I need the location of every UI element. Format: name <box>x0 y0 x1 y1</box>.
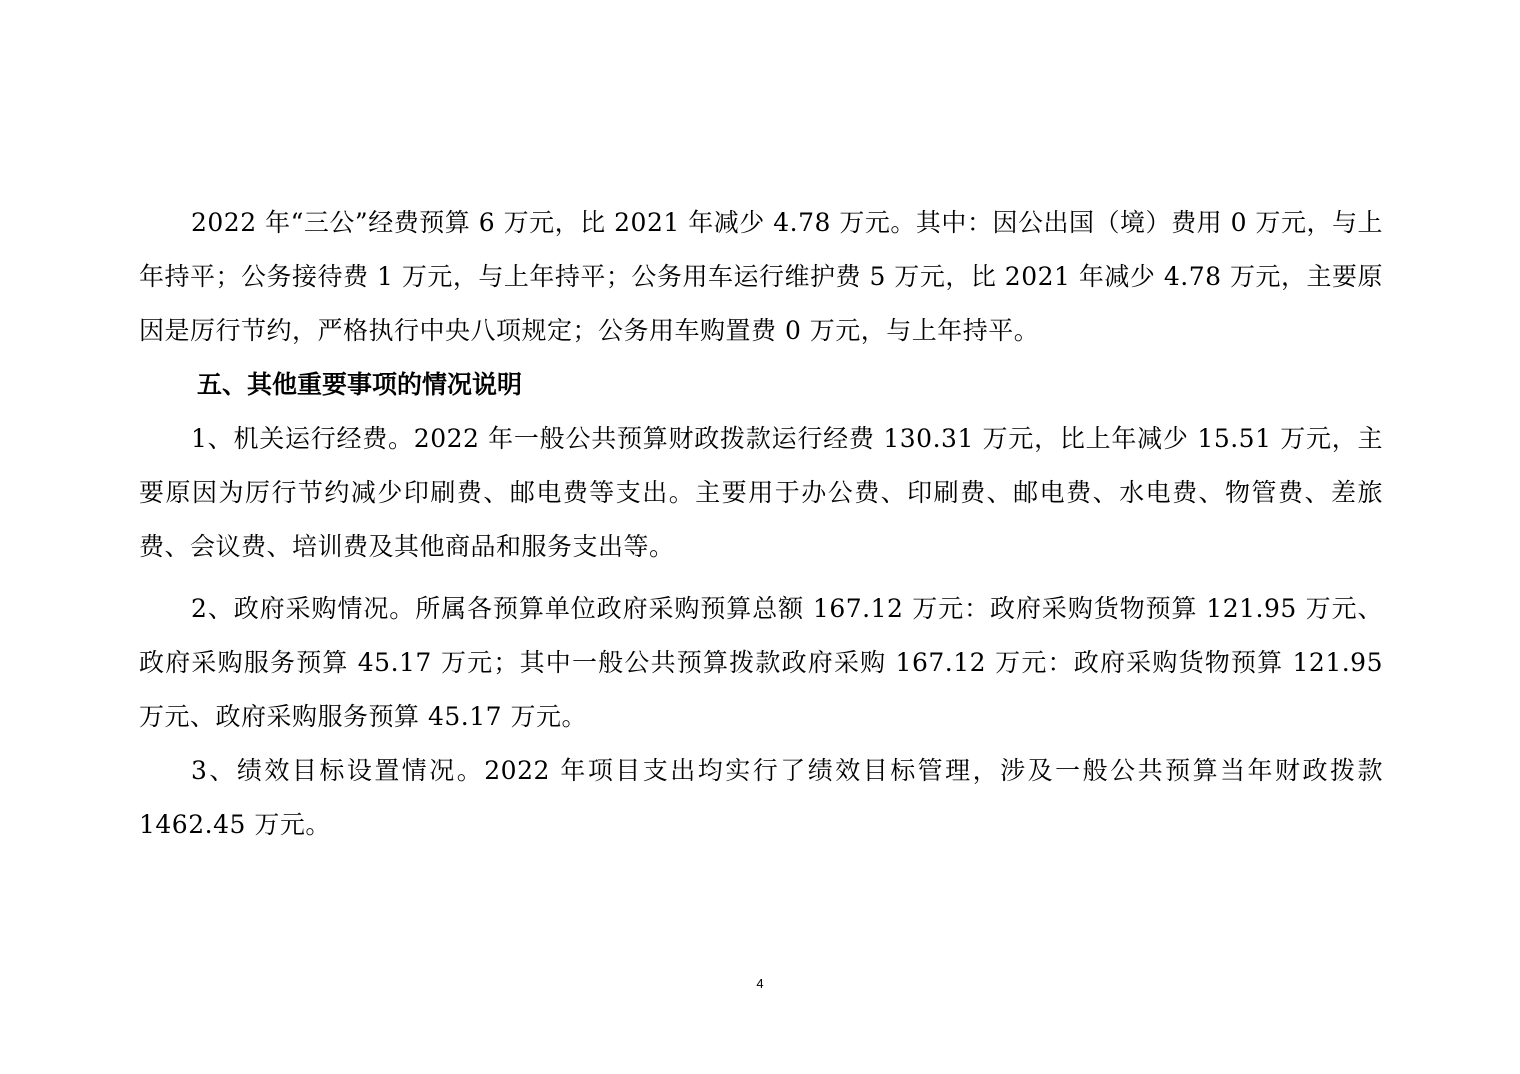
paragraph-performance-targets: 3、绩效目标设置情况。2022 年项目支出均实行了绩效目标管理，涉及一般公共预算当年财政拨款 1462.45 万元。 <box>139 756 1383 839</box>
paragraph-government-procurement: 2、政府采购情况。所属各预算单位政府采购预算总额 167.12 万元：政府采购货物预算 121.95 万元、政府采购服务预算 45.17 万元；其中一般公共预算拨款政府采购 167.12 万元：政府采购货物预算 121.95 万元、政府采购服务预算 45.17 万元。 <box>139 594 1383 731</box>
page-number: 4 <box>756 976 764 991</box>
section-heading-other-matters: 五、其他重要事项的情况说明 <box>197 370 523 399</box>
document-body <box>139 196 1383 852</box>
paragraph-three-public-expenses: 2022 年“三公”经费预算 6 万元，比 2021 年减少 4.78 万元。其中：因公出国（境）费用 0 万元，与上年持平；公务接待费 1 万元，与上年持平；公务用车运行维护费 5 万元，比 2021 年减少 4.78 万元，主要原因是厉行节约，严格执行中央八项规定；公务用车购置费 0 万元，与上年持平。 <box>139 208 1383 345</box>
paragraph-operating-expenses: 1、机关运行经费。2022 年一般公共预算财政拨款运行经费 130.31 万元，比上年减少 15.51 万元，主要原因为厉行节约减少印刷费、邮电费等支出。主要用于办公费、印刷费、邮电费、水电费、物管费、差旅费、会议费、培训费及其他商品和服务支出等。 <box>139 424 1383 561</box>
paragraph-spacer <box>139 574 1383 582</box>
